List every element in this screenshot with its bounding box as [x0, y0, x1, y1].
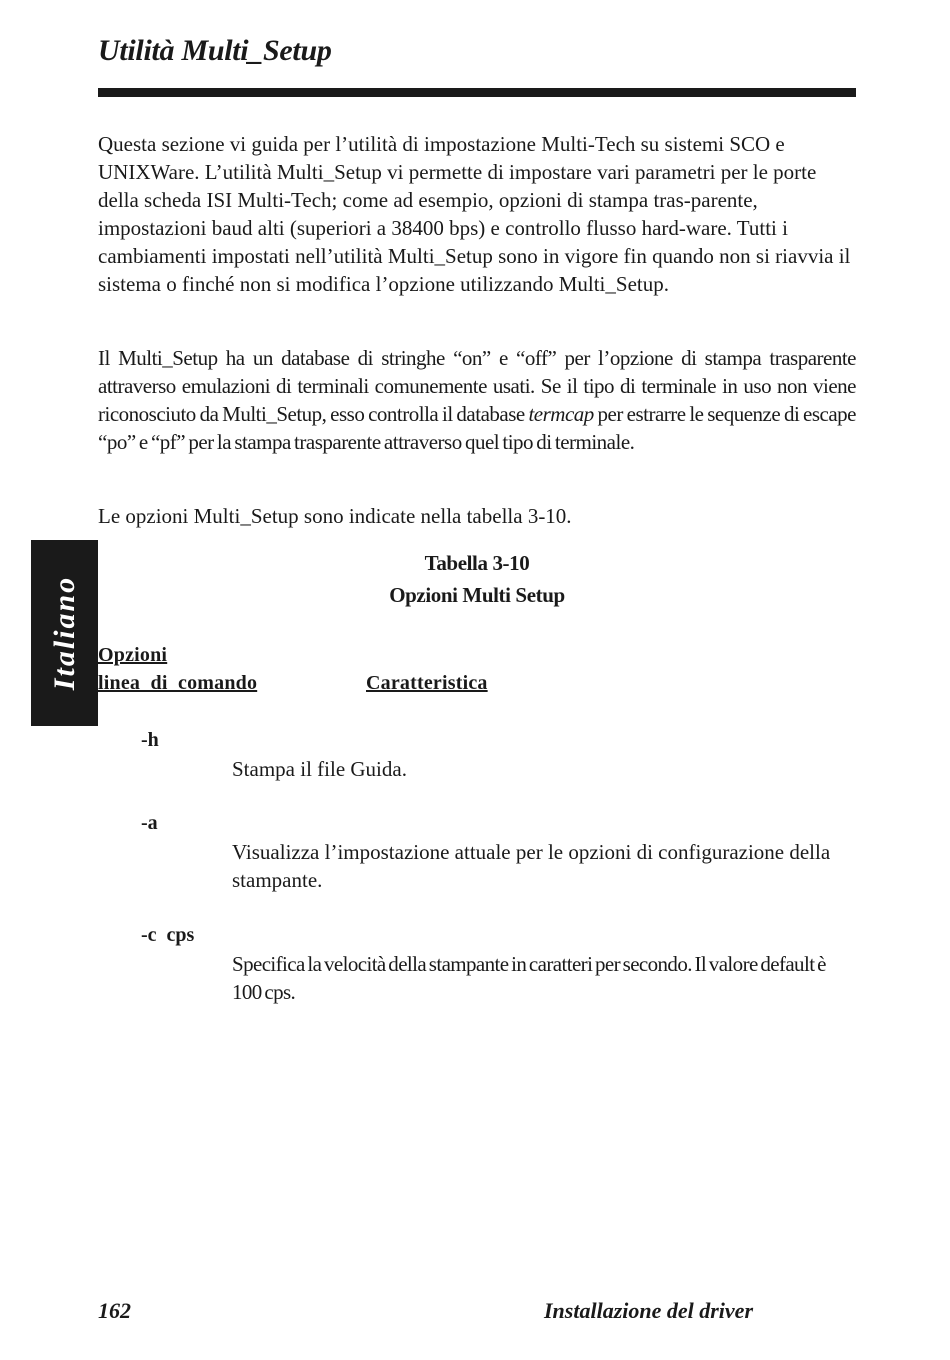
database-paragraph-text-end: per estrarre le sequenze di escape “po” e “pf” per la stampa trasparente attraverso quel tipo di terminale. [98, 402, 857, 454]
footer-section-title: Installazione del driver [544, 1298, 754, 1323]
option-description: Stampa il file Guida. [232, 757, 407, 781]
table-number: Tabella 3-10 [424, 551, 530, 575]
option-description: Specifica la velocità della stampante in caratteri per secondo. Il valore default è 100 cps. [232, 952, 826, 1004]
termcap-term: termcap [528, 402, 594, 426]
option-name: -h [141, 729, 159, 751]
column-header-options-line2: linea di comando [98, 672, 258, 694]
option-description: Visualizza l’impostazione attuale per le opzioni di configurazione della stampante. [232, 840, 831, 892]
language-side-tab [31, 540, 98, 726]
database-paragraph [98, 344, 856, 456]
intro-paragraph: Questa sezione vi guida per l’utilità di impostazione Multi-Tech su sistemi SCO e UNIXWare. L’utilità Multi_Setup vi permette di impostare vari parametri per le porte della scheda ISI Multi-Tech; come ad esempio, opzioni di stampa tras-parente, impostazioni baud alti (superiori a 38400 bps) e controllo flusso hard-ware. Tutti i cambiamenti impostati nell’utilità Multi_Setup sono in vigore fin quando non si riavvia il sistema o finché non si modifica l’opzione utilizzando Multi_Setup. [98, 132, 851, 296]
header-rule [98, 88, 856, 97]
column-header-feature: Caratteristica [366, 672, 488, 694]
option-name: -c cps [141, 924, 195, 946]
database-paragraph-text: Il Multi_Setup ha un database di stringhe “on” e “off” per l’opzione di stampa trasparente attraverso emulazioni di terminali comunemente usati. Se il tipo di terminale in uso non viene riconosciuto da Multi_Setup, esso controlla il database [98, 346, 856, 426]
option-name: -a [141, 812, 158, 834]
table-reference-paragraph: Le opzioni Multi_Setup sono indicate nella tabella 3-10. [98, 504, 572, 528]
table-title: Opzioni Multi Setup [389, 583, 565, 607]
column-header-options-line1: Opzioni [98, 644, 168, 666]
page-number: 162 [98, 1298, 131, 1323]
language-side-tab-label: Italiano [47, 575, 81, 691]
page-header-title: Utilità Multi_Setup [98, 34, 332, 67]
